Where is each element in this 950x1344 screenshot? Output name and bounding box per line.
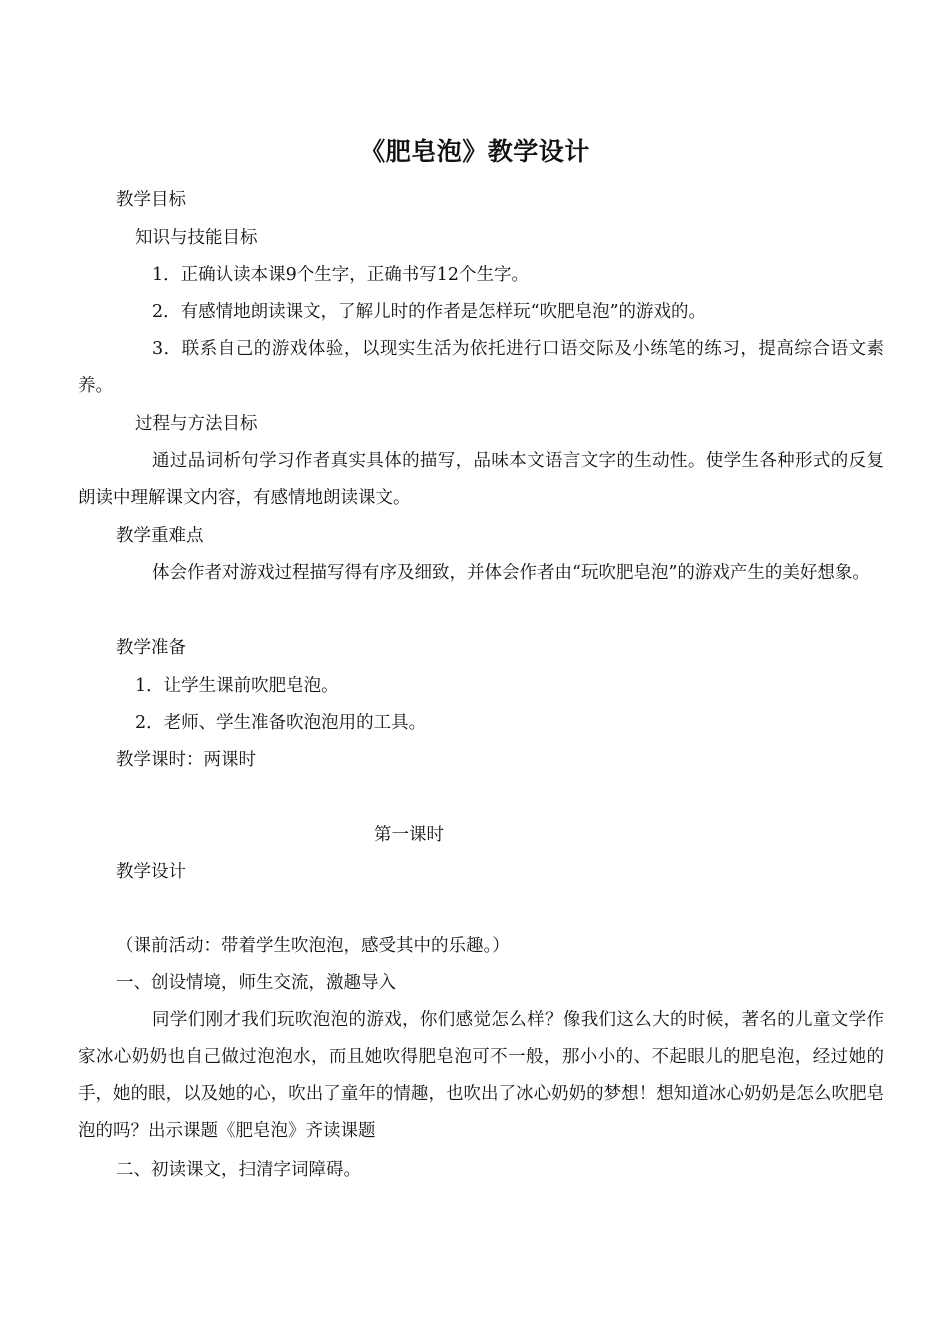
goal-item-1: 1．正确认读本课9个生字，正确书写12个生字。 <box>152 265 530 285</box>
subheading-knowledge-skills: 知识与技能目标 <box>135 228 258 248</box>
prep-item-2: 2．老师、学生准备吹泡泡用的工具。 <box>135 713 427 733</box>
step-1-heading: 一、创设情境，师生交流，激趣导入 <box>116 973 396 993</box>
goal-item-2: 2．有感情地朗读课文，了解儿时的作者是怎样玩“吹肥皂泡”的游戏的。 <box>152 302 707 322</box>
teaching-design-heading: 教学设计 <box>116 862 186 882</box>
step-2-heading: 二、初读课文，扫清字词障碍。 <box>116 1160 361 1180</box>
first-lesson-heading: 第一课时 <box>374 825 444 845</box>
pre-class-activity: （课前活动：带着学生吹泡泡，感受其中的乐趣。） <box>116 936 510 956</box>
class-hours: 教学课时：两课时 <box>116 750 256 770</box>
step-1-paragraph: 同学们刚才我们玩吹泡泡的游戏，你们感觉怎么样？像我们这么大的时候，著名的儿童文学作家冰心奶奶也自己做过泡泡水，而且她吹得肥皂泡可不一般，那小小的、不起眼儿的肥皂泡，经过她的手，她的眼，以及她的心，吹出了童年的情趣，也吹出了冰心奶奶的梦想！想知道冰心奶奶是怎么吹肥皂泡的吗？出示课题《肥皂泡》齐读课题 <box>78 1010 884 1141</box>
heading-key-points: 教学重难点 <box>116 526 204 546</box>
document-title: 《肥皂泡》教学设计 <box>360 137 590 166</box>
subheading-process-methods: 过程与方法目标 <box>135 414 258 434</box>
key-points-paragraph: 体会作者对游戏过程描写得有序及细致，并体会作者由“玩吹肥皂泡”的游戏产生的美好想象。 <box>152 563 870 583</box>
process-methods-paragraph: 通过品词析句学习作者真实具体的描写，品味本文语言文字的生动性。使学生各种形式的反复朗读中理解课文内容，有感情地朗读课文。 <box>78 451 884 508</box>
heading-preparation: 教学准备 <box>116 638 186 658</box>
goal-item-3: 3．联系自己的游戏体验，以现实生活为依托进行口语交际及小练笔的练习，提高综合语文素养。 <box>78 339 884 396</box>
heading-teaching-goals: 教学目标 <box>116 190 186 210</box>
prep-item-1: 1．让学生课前吹肥皂泡。 <box>135 676 339 696</box>
